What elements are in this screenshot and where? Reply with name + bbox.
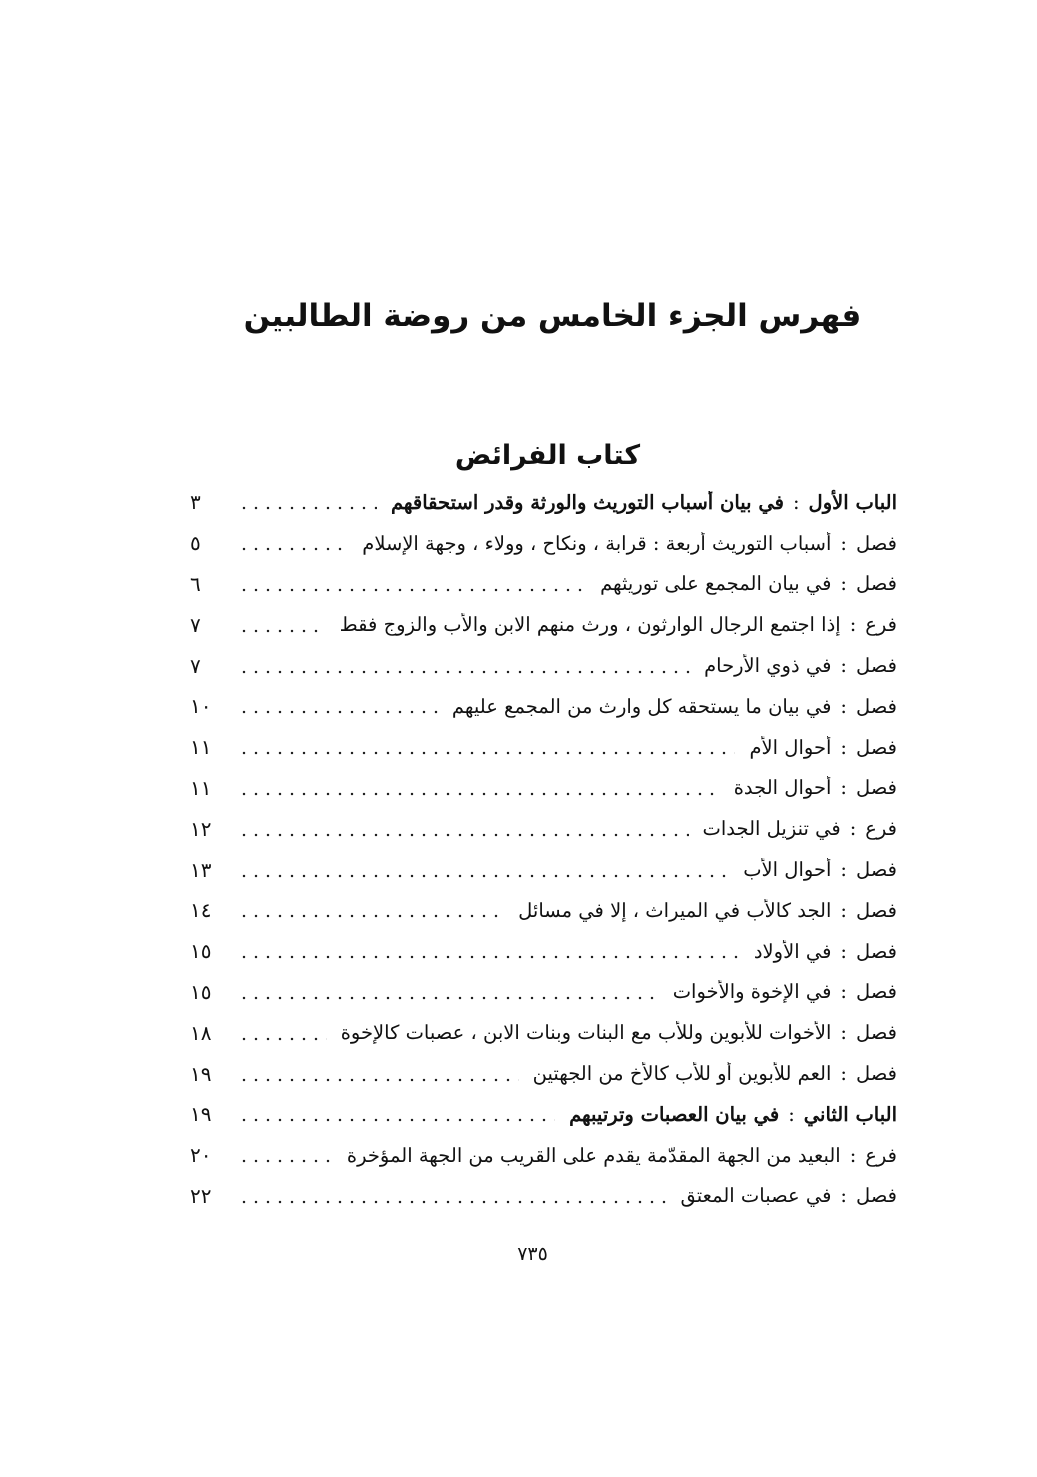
toc-entry-label: فصل	[856, 531, 897, 555]
toc-entry-separator: :	[849, 1143, 857, 1167]
toc-entry-page-number: ٢٠	[190, 1143, 212, 1168]
toc-entry-separator: :	[840, 776, 847, 800]
toc-entry-label: فصل	[856, 776, 897, 800]
toc-entry-page-number: ٥	[190, 531, 201, 556]
dot-leader	[238, 703, 438, 723]
dot-leader	[238, 1029, 327, 1049]
toc-entry-title: في بيان المجمع على توريثهم	[600, 572, 832, 596]
toc-entry-title: في ذوي الأرحام	[704, 654, 832, 678]
toc-entry-label: فصل	[856, 858, 897, 882]
toc-entry-title: في تنزيل الجدات	[702, 817, 841, 841]
toc-entry-label: فصل	[856, 694, 897, 718]
toc-entry-title: في الأولاد	[753, 939, 832, 963]
book-heading: كتاب الفرائض	[454, 440, 641, 471]
dot-leader	[238, 580, 586, 600]
toc-entry-page-number: ١٩	[190, 1102, 212, 1127]
toc-entry	[190, 1053, 897, 1094]
toc-entry-page-number: ١٤	[190, 898, 212, 923]
toc-entry-separator: :	[840, 531, 847, 555]
dot-leader	[238, 825, 689, 845]
dot-leader	[238, 743, 735, 763]
toc-entry-separator: :	[788, 1102, 795, 1126]
toc-entry-label: فصل	[856, 572, 897, 596]
toc-entry-page-number: ٢٢	[190, 1183, 212, 1208]
toc-entry-separator: :	[840, 735, 847, 759]
toc-entry-label: فصل	[856, 1184, 897, 1208]
toc-entry-label: فصل	[856, 654, 897, 678]
toc-entry-title: أحوال الأم	[749, 735, 832, 759]
toc-entry	[190, 849, 897, 890]
toc-entry-label: الباب الأول	[808, 490, 897, 514]
toc-entry-title: البعيد من الجهة المقدّمة يقدم على القريب من الجهة المؤخرة	[346, 1143, 841, 1167]
toc-entry-page-number: ١٥	[190, 979, 212, 1004]
toc-entry	[190, 686, 897, 727]
dot-leader	[238, 621, 326, 641]
dot-leader	[238, 499, 377, 519]
dot-leader	[238, 907, 504, 927]
toc-entry-title: أسباب التوريث أربعة : قرابة ، ونكاح ، وولاء ، وجهة الإسلام	[362, 531, 832, 555]
toc-entry	[190, 645, 897, 686]
toc-entry-title: في بيان أسباب التوريث والورثة وقدر استحقاقهم	[390, 490, 784, 514]
toc-entry-label: الباب الثاني	[803, 1102, 897, 1126]
page-title: فهرس الجزء الخامس من روضة الطالبين	[243, 298, 862, 334]
toc-entry-title: العم للأبوين أو للأب كالأخ من الجهتين	[532, 1062, 832, 1086]
toc-entry-page-number: ١١	[190, 775, 212, 800]
toc-entry	[190, 1012, 897, 1053]
toc-entry-separator: :	[849, 613, 857, 637]
toc-entry	[190, 482, 897, 523]
toc-entry-separator: :	[840, 1184, 847, 1208]
table-of-contents	[190, 482, 897, 1216]
toc-entry	[190, 564, 897, 605]
toc-entry-page-number: ٣	[190, 490, 201, 515]
toc-entry-page-number: ٧	[190, 612, 201, 637]
dot-leader	[238, 1070, 519, 1090]
dot-leader	[238, 866, 729, 886]
toc-entry-title: في عصبات المعتق	[680, 1184, 832, 1208]
toc-entry-label: فرع	[865, 1143, 897, 1167]
toc-entry-separator: :	[840, 694, 847, 718]
dot-leader	[238, 947, 740, 967]
toc-entry	[190, 931, 897, 972]
toc-entry-separator: :	[840, 654, 847, 678]
dot-leader	[238, 988, 659, 1008]
dot-leader	[238, 1192, 667, 1212]
toc-entry-label: فصل	[856, 735, 897, 759]
toc-entry-separator: :	[840, 1021, 847, 1045]
toc-entry-page-number: ١٢	[190, 816, 212, 841]
page-number-footer: ٧٣٥	[517, 1243, 548, 1265]
toc-entry-title: في بيان العصبات وترتيبهم	[569, 1102, 780, 1126]
toc-entry-page-number: ١٠	[190, 694, 212, 719]
toc-entry-separator: :	[792, 490, 800, 514]
toc-entry	[190, 604, 897, 645]
toc-entry-label: فصل	[856, 898, 897, 922]
toc-entry-title: في الإخوة والأخوات	[672, 980, 832, 1004]
toc-entry-label: فصل	[856, 1021, 897, 1045]
toc-entry-separator: :	[840, 858, 847, 882]
dot-leader	[238, 1111, 555, 1131]
toc-entry-page-number: ١١	[190, 735, 212, 760]
toc-entry-separator: :	[840, 939, 847, 963]
toc-entry-page-number: ١٥	[190, 939, 212, 964]
dot-leader	[238, 662, 690, 682]
dot-leader	[238, 784, 720, 804]
toc-entry-separator: :	[840, 898, 847, 922]
toc-entry-page-number: ١٩	[190, 1061, 212, 1086]
toc-entry-label: فصل	[856, 980, 897, 1004]
toc-entry-separator: :	[840, 980, 847, 1004]
toc-entry-page-number: ١٣	[190, 857, 212, 882]
toc-entry-separator: :	[840, 572, 847, 596]
toc-entry-label: فصل	[856, 1062, 897, 1086]
toc-entry	[190, 808, 897, 849]
toc-entry-title: أحوال الأب	[743, 858, 832, 882]
toc-entry-separator: :	[840, 1062, 847, 1086]
toc-entry-page-number: ١٨	[190, 1020, 212, 1045]
toc-entry-separator: :	[849, 817, 857, 841]
toc-entry-title: إذا اجتمع الرجال الوارثون ، ورث منهم الابن والأب والزوج فقط	[339, 613, 841, 637]
toc-entry	[190, 1094, 897, 1135]
toc-entry-label: فرع	[865, 613, 897, 637]
toc-entry	[190, 1176, 897, 1217]
toc-entry	[190, 523, 897, 564]
dot-leader	[238, 1151, 333, 1171]
toc-entry	[190, 768, 897, 809]
toc-entry-label: فصل	[856, 939, 897, 963]
toc-entry-label: فرع	[865, 817, 897, 841]
dot-leader	[238, 539, 348, 559]
toc-entry	[190, 1135, 897, 1176]
toc-entry	[190, 727, 897, 768]
toc-entry-title: الجد كالأب في الميراث ، إلا في مسائل	[518, 898, 832, 922]
toc-entry-title: الأخوات للأبوين وللأب مع البنات وبنات الابن ، عصبات كالإخوة	[340, 1021, 832, 1045]
toc-entry-title: في بيان ما يستحقه كل وارث من المجمع عليهم	[451, 694, 832, 718]
toc-entry-title: أحوال الجدة	[733, 776, 832, 800]
toc-entry	[190, 890, 897, 931]
toc-entry-page-number: ٦	[190, 571, 201, 596]
toc-entry-page-number: ٧	[190, 653, 201, 678]
toc-entry	[190, 972, 897, 1013]
